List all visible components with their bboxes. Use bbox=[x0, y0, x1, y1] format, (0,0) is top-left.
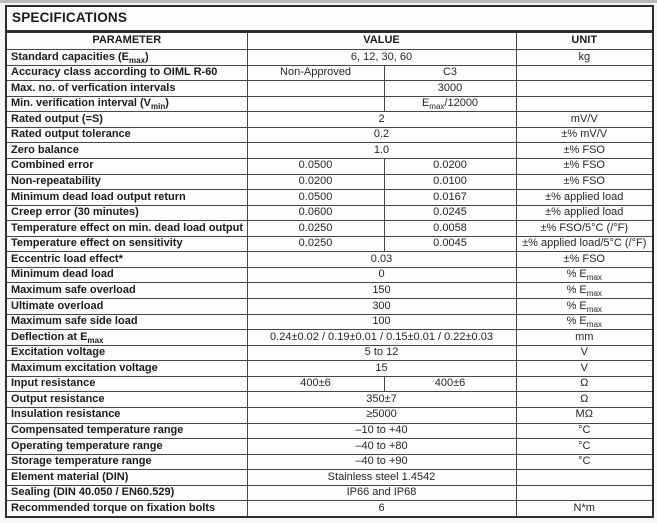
table-row bbox=[6, 267, 653, 283]
unit-cell: Ω bbox=[516, 392, 653, 408]
parameter-cell: Accuracy class according to OIML R-60 bbox=[6, 65, 247, 81]
parameter-cell: Minimum dead load output return bbox=[6, 190, 247, 206]
parameter-cell: Rated output (=S) bbox=[6, 112, 247, 128]
table-row bbox=[6, 361, 653, 377]
unit-cell: % $E_{max}$ bbox=[516, 267, 653, 283]
value-cell: –10 to +40 bbox=[247, 423, 516, 439]
parameter-cell: Standard capacities $(E_{max})$ bbox=[6, 50, 247, 66]
unit-cell: ±% mV/V bbox=[516, 127, 653, 143]
value-cell: 15 bbox=[247, 361, 516, 377]
parameter-cell: Insulation resistance bbox=[6, 407, 247, 423]
spec-rows bbox=[6, 50, 653, 518]
table-header-row bbox=[6, 32, 653, 50]
value-cell-2: 3000 bbox=[384, 81, 516, 97]
parameter-cell: Maximum excitation voltage bbox=[6, 361, 247, 377]
parameter-cell: Min. verification interval $(V_{min})$ bbox=[6, 96, 247, 112]
value-cell: 6, 12, 30, 60 bbox=[247, 50, 516, 66]
unit-cell: ±% applied load bbox=[516, 190, 653, 206]
unit-cell: mV/V bbox=[516, 112, 653, 128]
unit-cell: °C bbox=[516, 423, 653, 439]
column-header-parameter: PARAMETER bbox=[6, 32, 247, 50]
value-cell: Stainless steel 1.4542 bbox=[247, 470, 516, 486]
table-row bbox=[6, 252, 653, 268]
unit-cell: ±% applied load bbox=[516, 205, 653, 221]
value-cell-1: 0.0250 bbox=[247, 221, 384, 237]
table-row bbox=[6, 221, 653, 237]
unit-cell: ±% FSO bbox=[516, 158, 653, 174]
parameter-cell: Maximum safe overload bbox=[6, 283, 247, 299]
value-cell: 300 bbox=[247, 299, 516, 315]
value-cell-2: 0.0058 bbox=[384, 221, 516, 237]
unit-cell bbox=[516, 485, 653, 501]
value-cell-2: 0.0100 bbox=[384, 174, 516, 190]
table-row bbox=[6, 501, 653, 517]
value-cell: 350±7 bbox=[247, 392, 516, 408]
unit-cell: °C bbox=[516, 454, 653, 470]
parameter-cell: Minimum dead load bbox=[6, 267, 247, 283]
value-cell-1: 0.0600 bbox=[247, 205, 384, 221]
parameter-cell: Storage temperature range bbox=[6, 454, 247, 470]
unit-cell bbox=[516, 81, 653, 97]
specifications-table bbox=[5, 5, 654, 518]
unit-cell bbox=[516, 96, 653, 112]
value-cell-2: 0.0167 bbox=[384, 190, 516, 206]
unit-cell: ±% FSO bbox=[516, 174, 653, 190]
value-cell-1: 0.0500 bbox=[247, 158, 384, 174]
value-cell: ≥5000 bbox=[247, 407, 516, 423]
table-title: SPECIFICATIONS bbox=[6, 6, 653, 32]
value-cell-2: C3 bbox=[384, 65, 516, 81]
unit-cell: ±% FSO bbox=[516, 252, 653, 268]
parameter-cell: Temperature effect on min. dead load output bbox=[6, 221, 247, 237]
value-cell-1: Non-Approved bbox=[247, 65, 384, 81]
table-row bbox=[6, 65, 653, 81]
value-cell-2: $E_{max}/12000$ bbox=[384, 96, 516, 112]
value-cell: 1.0 bbox=[247, 143, 516, 159]
value-cell-1: 400±6 bbox=[247, 376, 384, 392]
value-cell-2: 0.0045 bbox=[384, 236, 516, 252]
parameter-cell: Input resistance bbox=[6, 376, 247, 392]
table-row bbox=[6, 314, 653, 330]
unit-cell bbox=[516, 65, 653, 81]
value-cell-2: 0.0200 bbox=[384, 158, 516, 174]
column-header-value: VALUE bbox=[247, 32, 516, 50]
value-cell: 5 to 12 bbox=[247, 345, 516, 361]
parameter-cell: Rated output tolerance bbox=[6, 127, 247, 143]
value-cell: 6 bbox=[247, 501, 516, 517]
table-row bbox=[6, 454, 653, 470]
parameter-cell: Ultimate overload bbox=[6, 299, 247, 315]
table-row bbox=[6, 127, 653, 143]
value-cell: –40 to +80 bbox=[247, 439, 516, 455]
value-cell: –40 to +90 bbox=[247, 454, 516, 470]
table-row bbox=[6, 407, 653, 423]
parameter-cell: Zero balance bbox=[6, 143, 247, 159]
unit-cell: % $E_{max}$ bbox=[516, 314, 653, 330]
parameter-cell: Sealing (DIN 40.050 / EN60.529) bbox=[6, 485, 247, 501]
table-row bbox=[6, 439, 653, 455]
table-title-row bbox=[6, 6, 653, 32]
value-cell: 0.2 bbox=[247, 127, 516, 143]
column-header-unit: UNIT bbox=[516, 32, 653, 50]
unit-cell: Ω bbox=[516, 376, 653, 392]
value-cell-2: 400±6 bbox=[384, 376, 516, 392]
value-cell: 0 bbox=[247, 267, 516, 283]
parameter-cell: Creep error (30 minutes) bbox=[6, 205, 247, 221]
value-cell: 0.24±0.02 / 0.19±0.01 / 0.15±0.01 / 0.22±0.03 bbox=[247, 330, 516, 346]
unit-cell: °C bbox=[516, 439, 653, 455]
value-cell: IP66 and IP68 bbox=[247, 485, 516, 501]
value-cell: 100 bbox=[247, 314, 516, 330]
unit-cell: % $E_{max}$ bbox=[516, 283, 653, 299]
table-row bbox=[6, 423, 653, 439]
table-row bbox=[6, 299, 653, 315]
table-row bbox=[6, 330, 653, 346]
table-row bbox=[6, 174, 653, 190]
value-cell-2: 0.0245 bbox=[384, 205, 516, 221]
parameter-cell: Eccentric load effect* bbox=[6, 252, 247, 268]
unit-cell: mm bbox=[516, 330, 653, 346]
parameter-cell: Max. no. of verfication intervals bbox=[6, 81, 247, 97]
unit-cell: ±% FSO/5°C (/°F) bbox=[516, 221, 653, 237]
unit-cell bbox=[516, 470, 653, 486]
page-top-strip bbox=[0, 0, 657, 3]
value-cell: 0.03 bbox=[247, 252, 516, 268]
parameter-cell: Operating temperature range bbox=[6, 439, 247, 455]
parameter-cell: Recommended torque on fixation bolts bbox=[6, 501, 247, 517]
table-row bbox=[6, 158, 653, 174]
value-cell: 150 bbox=[247, 283, 516, 299]
unit-cell: kg bbox=[516, 50, 653, 66]
value-cell-1 bbox=[247, 96, 384, 112]
table-row bbox=[6, 392, 653, 408]
parameter-cell: Temperature effect on sensitivity bbox=[6, 236, 247, 252]
table-row bbox=[6, 112, 653, 128]
table-row bbox=[6, 236, 653, 252]
unit-cell: % $E_{max}$ bbox=[516, 299, 653, 315]
value-cell-1: 0.0200 bbox=[247, 174, 384, 190]
parameter-cell: Output resistance bbox=[6, 392, 247, 408]
parameter-cell: Maximum safe side load bbox=[6, 314, 247, 330]
table-row bbox=[6, 50, 653, 66]
parameter-cell: Element material (DIN) bbox=[6, 470, 247, 486]
table-row bbox=[6, 81, 653, 97]
unit-cell: ±% FSO bbox=[516, 143, 653, 159]
table-row bbox=[6, 205, 653, 221]
table-row bbox=[6, 470, 653, 486]
parameter-cell: Compensated temperature range bbox=[6, 423, 247, 439]
parameter-cell: Combined error bbox=[6, 158, 247, 174]
table-row bbox=[6, 143, 653, 159]
unit-cell: V bbox=[516, 345, 653, 361]
table-row bbox=[6, 96, 653, 112]
unit-cell: N*m bbox=[516, 501, 653, 517]
table-row bbox=[6, 485, 653, 501]
value-cell-1: 0.0500 bbox=[247, 190, 384, 206]
table-row bbox=[6, 190, 653, 206]
parameter-cell: Non-repeatability bbox=[6, 174, 247, 190]
parameter-cell: Deflection at $E_{max}$ bbox=[6, 330, 247, 346]
table-row bbox=[6, 345, 653, 361]
unit-cell: ±% applied load/5°C (/°F) bbox=[516, 236, 653, 252]
unit-cell: V bbox=[516, 361, 653, 377]
unit-cell: MΩ bbox=[516, 407, 653, 423]
table-row bbox=[6, 376, 653, 392]
table-row bbox=[6, 283, 653, 299]
value-cell: 2 bbox=[247, 112, 516, 128]
value-cell-1: 0.0250 bbox=[247, 236, 384, 252]
value-cell-1 bbox=[247, 81, 384, 97]
parameter-cell: Excitation voltage bbox=[6, 345, 247, 361]
